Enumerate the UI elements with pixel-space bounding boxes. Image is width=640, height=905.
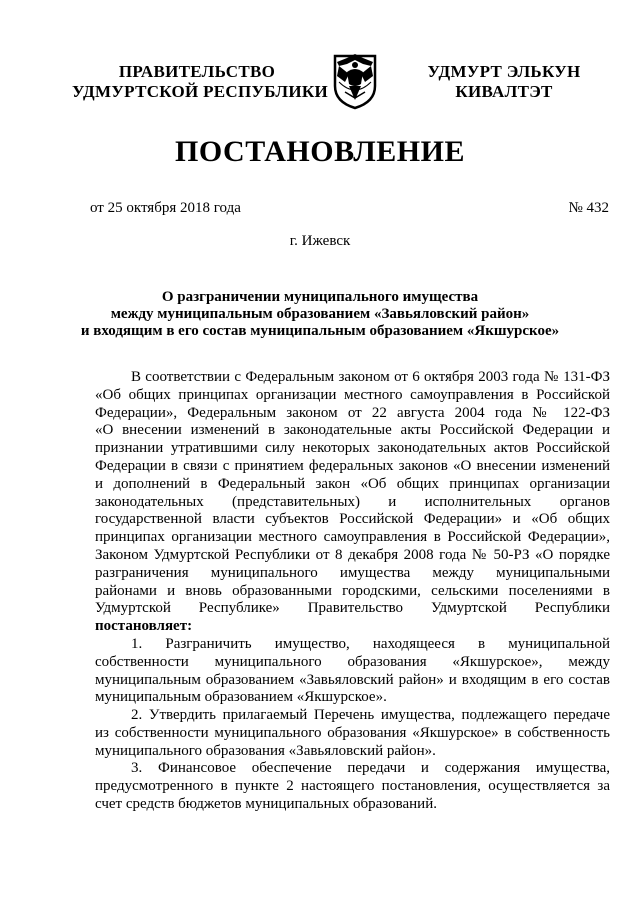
preamble-line: Федерации в связи с принятием федеральных законов «О внесении изменений [95,457,610,474]
preamble-line: признании утратившими силу некоторых законодательных актов Российской [95,440,610,457]
preamble-line: «Об общих принципах организации местного самоуправления в Российской [95,386,610,403]
header-right-line1: УДМУРТ ЭЛЬКУН [427,62,581,81]
preamble-line: Законом Удмуртской Республики от 8 декабря 2008 года № 50-РЗ «О порядке [95,546,610,563]
preamble-line: районами и вновь образованными городскими, сельскими поселениями в [95,582,610,599]
header-left-line1: ПРАВИТЕЛЬСТВО [118,62,276,81]
item-line: муниципальным образованием «Завьяловский район» и входящим в его состав [95,671,610,688]
preamble-line: разграничения муниципального имущества между муниципальными [95,564,610,581]
item-1 [95,636,610,707]
document-city: г. Ижевск [289,233,351,249]
item-line: предусмотренного в пункте 2 настоящего постановления, осуществляется за [95,777,610,794]
preamble-line: Удмуртской Республике» Правительство Удмуртской Республики [95,600,610,617]
preamble-line: законодательных (представительных) и исполнительных органов [95,493,610,510]
header-left-line2: УДМУРТСКОЙ РЕСПУБЛИКИ [72,82,329,101]
preamble-line: государственной власти субъектов Российской Федерации» и «Об общих [95,511,610,528]
item-3 [95,760,610,813]
preamble-paragraph [95,369,610,636]
preamble-line: В соответствии с Федеральным законом от 6 октября 2003 года № 131-ФЗ [131,369,610,385]
item-line: счет средств бюджетов муниципальных образований. [95,795,437,812]
item-line: 2. Утвердить прилагаемый Перечень имущества, подлежащего передаче [131,707,610,723]
item-line: муниципальным образованием «Якшурское». [95,689,387,706]
header-right-line2: КИВАЛТЭТ [455,82,553,101]
item-line: собственности муниципального образования «Якшурское», между [95,653,610,670]
header-right [404,62,604,102]
document-title: ПОСТАНОВЛЕНИЕ [175,135,465,168]
resolves-word: постановляет: [95,618,193,635]
item-line: из собственности муниципального образования «Якшурское» в собственность [95,724,610,741]
udmurt-coat-of-arms-icon [327,52,383,110]
header-left [72,62,329,102]
document-subject [0,289,640,340]
item-2 [95,707,610,760]
preamble-line: и дополнений в Федеральный закон «Об общих принципах организации [95,475,610,492]
preamble-line: «О внесении изменений в законодательные акты Российской Федерации и [95,422,610,439]
preamble-line: Федерации», Федеральным законом от 22 августа 2004 года № 122-ФЗ [95,404,610,421]
document-number: № 432 [568,200,609,216]
item-line: 1. Разграничить имущество, находящееся в муниципальной [131,636,610,652]
subject-line: О разграничении муниципального имущества [161,289,479,305]
preamble-line: принципах организации местного самоуправления в Российской Федерации», [95,529,610,546]
subject-line: и входящим в его состав муниципальным образованием «Якшурское» [80,323,560,339]
subject-line: между муниципальным образованием «Завьяловский район» [110,306,530,322]
item-line: муниципального образования «Завьяловский район». [95,742,436,759]
item-line: 3. Финансовое обеспечение передачи и содержания имущества, [131,760,610,776]
document-date: от 25 октября 2018 года [90,200,241,216]
